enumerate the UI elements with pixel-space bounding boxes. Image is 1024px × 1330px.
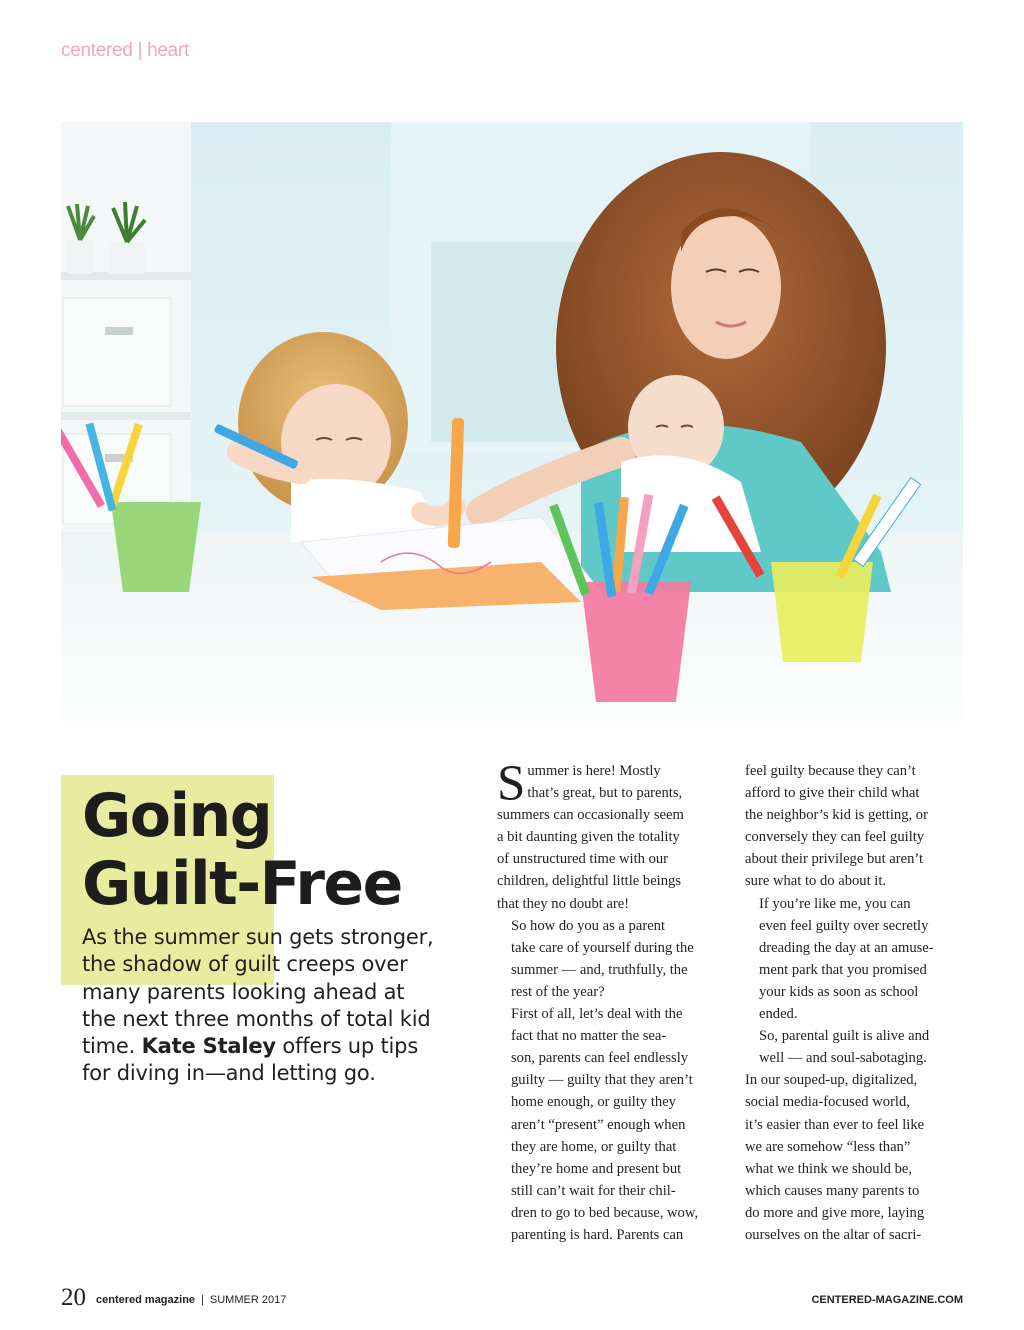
paragraph <box>497 756 719 915</box>
magazine-name: centered magazine <box>96 1294 196 1306</box>
text-line: a bit daunting given the totality <box>497 829 680 846</box>
paragraph <box>745 1069 967 1246</box>
text-line: that’s great, but to parents, <box>527 785 683 802</box>
article-title <box>82 782 402 918</box>
text-line: guilty — guilty that they aren’t <box>511 1072 693 1089</box>
text-line: summer — and, truthfully, the <box>511 961 688 978</box>
paragraph <box>745 893 967 1026</box>
text-line: aren’t “present” enough when <box>511 1116 686 1133</box>
text-line: social media-focused world, <box>745 1094 910 1111</box>
text-line: that they no doubt are! <box>497 895 630 912</box>
text-line: take care of yourself during the <box>511 939 694 956</box>
text-line: children, delightful little beings <box>497 873 682 890</box>
text-line: they’re home and present but <box>511 1160 682 1177</box>
text-line: home enough, or guilty they <box>511 1094 676 1111</box>
text-line: what we think we should be, <box>745 1160 912 1177</box>
dropcap: S <box>497 756 526 812</box>
text-line: of unstructured time with our <box>497 851 669 868</box>
text-line: rest of the year? <box>511 983 605 1000</box>
text-line: do more and give more, laying <box>745 1204 925 1221</box>
article-deck <box>82 924 442 1088</box>
text-line: So how do you as a parent <box>511 917 666 934</box>
text-line: ment park that you promised <box>759 961 927 978</box>
text-line: son, parents can feel endlessly <box>511 1050 689 1067</box>
paragraph <box>497 915 719 1003</box>
text-line: parenting is hard. Parents can <box>511 1226 684 1243</box>
text-line: In our souped-up, digitalized, <box>745 1072 918 1089</box>
text-line: still can’t wait for their chil- <box>511 1182 676 1199</box>
text-line: fact that no matter the sea- <box>511 1028 667 1045</box>
hero-photo <box>61 122 963 723</box>
footer-separator: | <box>201 1294 204 1306</box>
author-name: Kate Staley <box>141 1034 276 1059</box>
deck-outro: offers up tips for diving in—and letting go. <box>82 1034 419 1086</box>
text-line: sure what to do about it. <box>745 873 887 890</box>
text-line: dreading the day at an amuse- <box>759 939 934 956</box>
text-line: about their privilege but aren’t <box>745 851 924 868</box>
text-line: the neighbor’s kid is getting, or <box>745 807 928 824</box>
text-line: which causes many parents to <box>745 1182 920 1199</box>
text-line: it’s easier than ever to feel like <box>745 1116 925 1133</box>
issue-label: SUMMER 2017 <box>209 1294 287 1306</box>
text-line: dren to go to bed because, wow, <box>511 1204 699 1221</box>
text-line: ended. <box>759 1006 798 1023</box>
paragraph <box>497 1003 719 1246</box>
text-line: ummer is here! Mostly <box>527 763 661 779</box>
body-column-1 <box>497 756 719 1246</box>
text-line: your kids as soon as school <box>759 983 919 1000</box>
footer-magazine <box>96 1294 286 1306</box>
mother-and-children-drawing-photo-icon <box>61 122 963 723</box>
text-line: they are home, or guilty that <box>511 1138 677 1155</box>
deck-intro: As the summer sun gets stronger, the shadow of guilt creeps over many parents looking ahead at the next three months of total kid time. <box>82 925 434 1059</box>
footer-website: CENTERED-MAGAZINE.COM <box>811 1294 963 1306</box>
text-line: afford to give their child what <box>745 785 920 802</box>
text-line: ourselves on the altar of sacri- <box>745 1226 922 1243</box>
paragraph <box>745 1025 967 1069</box>
text-line: we are somehow “less than” <box>745 1138 911 1155</box>
text-line: feel guilty because they can’t <box>745 763 916 779</box>
section-tag: centered | heart <box>61 40 189 61</box>
text-line: summers can occasionally seem <box>497 807 684 824</box>
page-number: 20 <box>61 1284 86 1311</box>
text-line: conversely they can feel guilty <box>745 829 925 846</box>
text-line: First of all, let’s deal with the <box>511 1006 683 1023</box>
body-column-2 <box>745 760 967 1246</box>
text-line: even feel guilty over secretly <box>759 917 929 934</box>
text-line: well — and soul-sabotaging. <box>759 1050 927 1067</box>
title-line: Guilt-Free <box>82 849 402 919</box>
paragraph <box>745 760 967 893</box>
title-line: Going <box>82 781 272 851</box>
text-line: So, parental guilt is alive and <box>759 1028 930 1045</box>
text-line: If you’re like me, you can <box>759 895 911 912</box>
